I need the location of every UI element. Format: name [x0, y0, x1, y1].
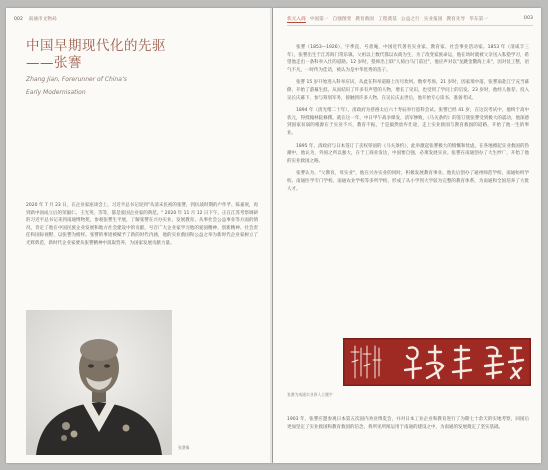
right-page-number: 003 — [523, 16, 533, 21]
nav-item: 实业报国 — [423, 17, 443, 22]
nav-item: 自强图变 — [332, 17, 352, 22]
left-running-title: 南通市文物局 — [28, 17, 57, 22]
nav-item: 教育救国 — [355, 17, 375, 22]
portrait-illustration — [26, 310, 172, 455]
nav-item: 公益之行 — [400, 17, 420, 22]
chapter-title-en-line2: Early Modernisation — [26, 89, 86, 96]
left-body-text: 2020 年 7 月 23 日，在企业家座谈会上，习近平总书记说到"从清末民初的张謇，到抗战时期的卢作孚、陈嘉庚，再到新中国成立后的荣毅仁、王光英，等等，都是爱国企业家的典范。" 2020 年 11 月 12 日下午，正在江苏考察调研的习近平总书记来到南通博物苑，参观张謇生平展，了解张謇在兴办实业、发展教育、从事社会公益事业等方面的情况，肯定了他在中国民族企业发展和地方社会建设中的贡献，号召广大企业家学习他的爱国精神、创新精神、社会责任和国际视野，以张謇为榜样。张謇的事迹被赋予了新的时代内涵，他的实业救国和公益之举为新时代企业家树立了光辉典范，新时代企业家要从张謇精神中汲取营养，为国家发展贡献力量。 — [26, 203, 258, 246]
chapter-title-cn-line1: 中国早期现代化的先驱 — [26, 38, 166, 54]
right-page — [273, 8, 541, 463]
paragraph: 1894 年（清光绪二十年），清政府为慈禧太后六十寿辰举行恩科会试。张謇已经 41 岁，在这次考试中，他终于高中状元，得授翰林院修撰。就在这一年，中日甲午战争爆发，清军惨败，《马关条约》的签订使张謇受到极大的震动，他深感到国家贫弱的根源在于实业不兴，教育不振，于是毅然放弃仕途，走上实业救国与教育救国的道路，开始了他一生的事业。 — [287, 108, 529, 136]
paragraph: 1895 年，清政府与日本签订了丧权辱国的《马关条约》，此举激起张謇极大的愤慨和忧虑。在各地掀起实业救国的热潮中，他认为，外国之所以强大，在于工商业发达，中国要自强，必须发展实业。张謇在南通创办了大生纱厂，开始了他的实业救国之路。 — [287, 143, 529, 164]
calligraphy-image — [343, 338, 531, 386]
zhang-jian-portrait-image — [26, 310, 172, 455]
paragraph: 张謇 15 岁开始进入科举应试，从此在科举道路上历尽坎坷。数奉考场，21 岁时，因家境中落，张謇南赴江宁充当幕僚，开始了游幕生涯。从而结识了许多有声望的人物，增长了见识，也受到了学问上的启发。23 岁时，他经人推荐，投入吴长庆幕下，参与筹划军务，接触到许多人物，在吴长庆去世后，他开始专心读书，准备考试。 — [287, 80, 529, 101]
paragraph: 张謇（1853—1926），字季直，号啬庵，中国近代著名实业家、教育家、社会事业活动家。1853 年（清咸丰三年），张謇出生于江苏海门常乐镇。父祖以上数代都以农商为生，为了改变家族命运，他在幼时就被父亲送入私塾学习，希望他走出一条科举入仕的道路。12 岁时，塾师出上联"人骑白马门前过"，他应声对以"龙跳金鳌海上来"，因对仗工整，语气不凡，一时传为佳话，被认为是中华优秀的苗子。 — [287, 45, 529, 73]
nav-item: 教育先导 — [446, 17, 466, 22]
nav-item: 工程奠基 — [378, 17, 397, 22]
header-rule — [287, 25, 533, 26]
paragraph: 张謇认为，"父教育，母实业"，他在兴办实业的同时，积极发展教育事业。他先后创办了通州师范学校、南通纺织学校、南通医学专门学校、南通农业学校等多所学校，形成了从小学到大学较为完整的教育体系，为南通和全国培养了大批人才。 — [287, 171, 529, 192]
left-running-head — [14, 16, 57, 22]
nav-item: 中国第一 — [309, 17, 329, 22]
chapter-title-block — [26, 38, 256, 98]
right-bottom-paragraph: 1903 年，张謇应邀参观日本第五次国内劝业博览会，并对日本工业企业和教育进行了为期七十余天的实地考察，回国后更加坚定了实业救国和教育救国的信念，将所见所闻运用于南通的建设之中，为南通的发展奠定了坚实基础。 — [287, 417, 529, 430]
nav-item: 状元入商 — [287, 17, 306, 22]
right-running-head — [287, 16, 533, 23]
left-page — [6, 8, 272, 463]
calligraphy-caption: 张謇为南通实业界人士题字 — [287, 392, 333, 397]
chapter-title-en-line1: Zhang Jian, Forerunner of China’s — [26, 76, 127, 83]
left-page-number: 002 — [14, 17, 24, 22]
chapter-title-cn-line2: ——张謇 — [26, 55, 82, 71]
right-body-text — [287, 44, 529, 198]
nav-item: 华东第一 — [469, 17, 489, 22]
calligraphy-artwork — [343, 338, 531, 386]
portrait-caption: 张謇像 — [178, 445, 190, 450]
